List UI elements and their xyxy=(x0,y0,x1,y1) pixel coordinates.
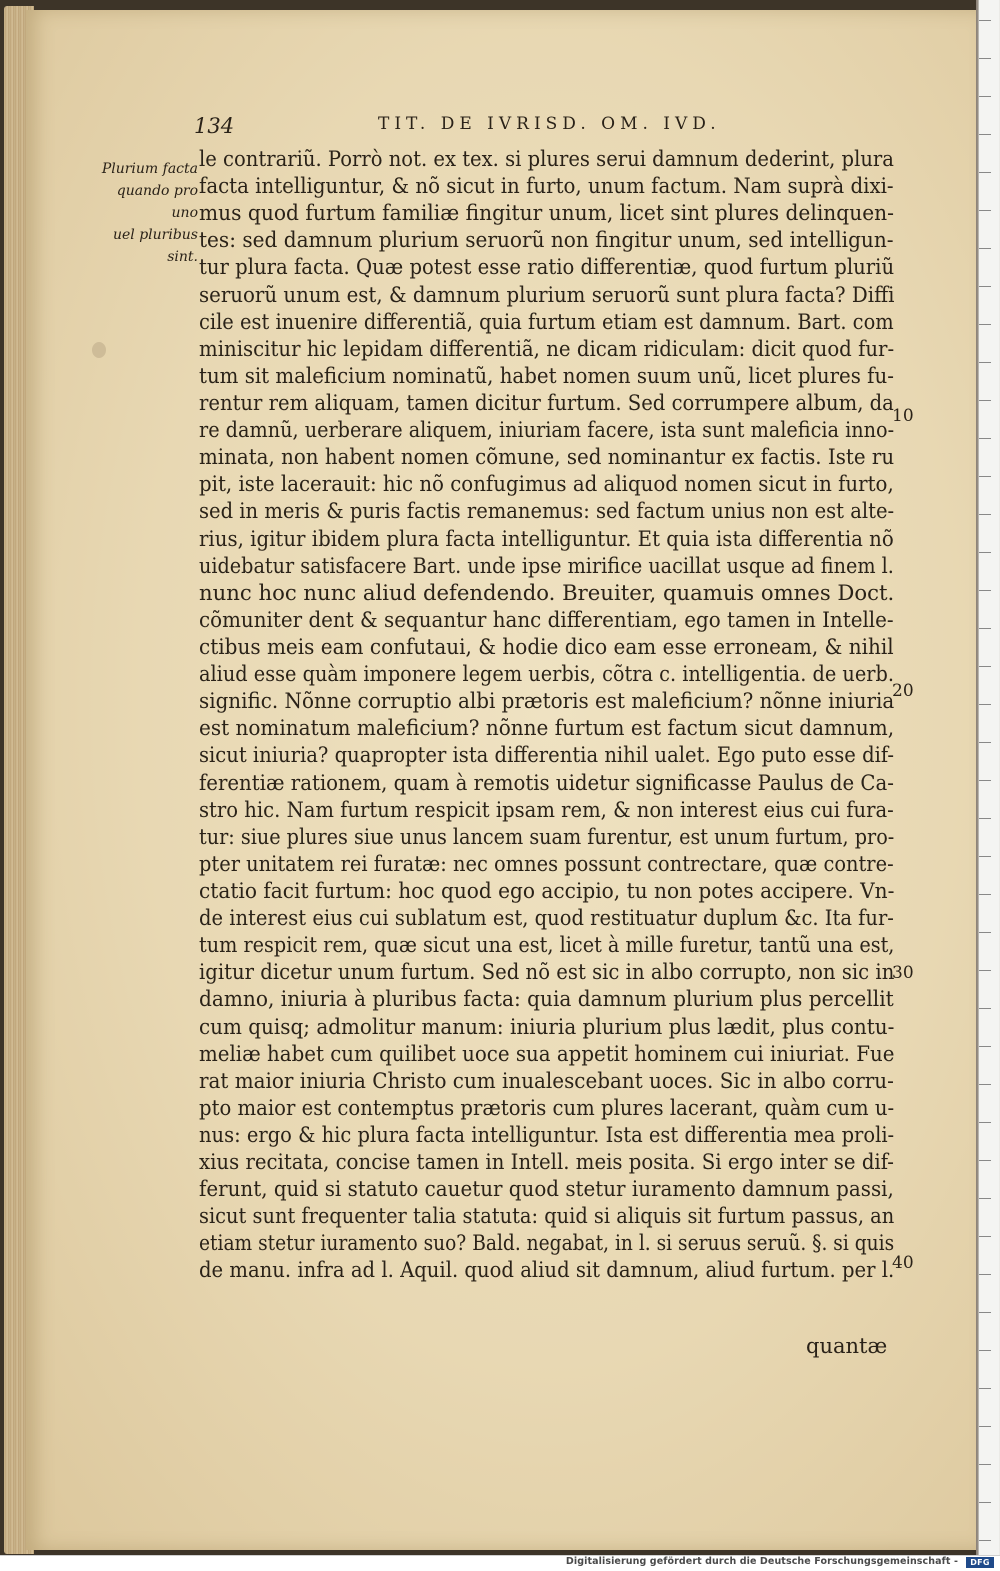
ruler-tick xyxy=(979,666,991,667)
text-line: est nominatum maleficium? nõnne furtum est factum sicut damnum, xyxy=(199,716,895,742)
ruler-tick xyxy=(979,1464,991,1465)
ruler-tick xyxy=(979,1008,991,1009)
marginal-note-line: quando pro uno xyxy=(116,183,198,221)
ruler-tick xyxy=(979,1540,991,1541)
text-line: rat maior iniuria Christo cum inualescebant uoces. Sic in albo corru- xyxy=(199,1068,894,1094)
ruler-tick xyxy=(979,780,991,781)
catchword: quantæ xyxy=(806,1334,888,1358)
text-line: pter unitatem rei furatæ: nec omnes possunt contrectare, quæ contre- xyxy=(199,851,894,877)
ruler-tick xyxy=(979,1502,991,1503)
text-line: uidebatur satisfacere Bart. unde ipse mirifice uacillat usque ad finem l. xyxy=(199,553,894,579)
ruler-tick xyxy=(979,856,991,857)
text-line: le contrariũ. Porrò not. ex tex. si plures serui damnum dederint, plura xyxy=(199,147,894,172)
line-number-10: 10 xyxy=(892,406,914,426)
ruler-tick xyxy=(979,400,991,401)
body-text xyxy=(199,146,894,1285)
text-line: mus quod furtum familiæ fingitur unum, licet sint plures delinquen- xyxy=(199,201,895,227)
text-line: tum respicit rem, quæ sicut una est, licet à mille furetur, tantũ una est, xyxy=(199,933,895,959)
text-line: tur: siue plures siue unus lancem suam furentur, est unum furtum, pro- xyxy=(199,824,895,850)
text-line: stro hic. Nam furtum respicit ipsam rem, & non interest eius cui fura- xyxy=(199,797,894,823)
ruler-tick xyxy=(979,1084,991,1085)
page-number: 134 xyxy=(194,114,235,138)
text-line: cum quisq; admolitur manum: iniuria plurium plus lædit, plus contu- xyxy=(199,1014,895,1040)
ruler-tick xyxy=(979,248,991,249)
ruler-tick xyxy=(979,1122,991,1123)
ruler-tick xyxy=(979,286,991,287)
ruler-tick xyxy=(979,362,991,363)
text-line: igitur dicetur unum furtum. Sed nõ est sic in albo corrupto, non sic in xyxy=(199,960,895,986)
line-number-20: 20 xyxy=(892,681,914,701)
ruler-tick xyxy=(979,20,991,21)
ruler-tick xyxy=(979,210,991,211)
ruler-tick xyxy=(979,590,991,591)
marginal-note xyxy=(86,158,198,268)
text-line: rius, igitur ibidem plura facta intelliguntur. Et quia ista differentia nõ xyxy=(199,526,894,552)
ruler-tick xyxy=(979,172,991,173)
ruler-tick xyxy=(979,552,991,553)
text-line: de manu. infra ad l. Aquil. quod aliud sit damnum, aliud furtum. per l. xyxy=(199,1258,895,1284)
line-number-40: 40 xyxy=(892,1253,914,1273)
text-line: ctatio facit furtum: hoc quod ego accipio, tu non potes accipere. Vn- xyxy=(199,878,895,904)
ruler-tick xyxy=(979,476,991,477)
ruler-tick xyxy=(979,1350,991,1351)
ruler-tick xyxy=(979,96,991,97)
ruler-tick xyxy=(979,1312,991,1313)
ruler-tick xyxy=(979,1046,991,1047)
line-number-30: 30 xyxy=(892,963,914,983)
ruler-tick xyxy=(979,932,991,933)
ruler-tick xyxy=(979,704,991,705)
text-line: meliæ habet cum quilibet uoce sua appetit hominem cui iniuriat. Fue xyxy=(199,1041,895,1067)
ruler-tick xyxy=(979,438,991,439)
text-line: nus: ergo & hic plura facta intelliguntur. Ista est differentia mea proli- xyxy=(199,1122,895,1148)
marginal-note-line: uel pluribus sint. xyxy=(112,227,198,265)
text-line: tum sit maleficium nominatũ, habet nomen suum unũ, licet plures fu- xyxy=(199,363,894,389)
text-line: ferunt, quid si statuto cauetur quod stetur iuramento damnum passi, xyxy=(199,1177,894,1203)
ruler-tick xyxy=(979,1388,991,1389)
running-head: TIT. DE IVRISD. OM. IVD. xyxy=(378,114,721,134)
ruler-tick xyxy=(979,1160,991,1161)
page-header xyxy=(0,114,1000,144)
text-line: seruorũ unum est, & damnum plurium seruorũ sunt plura facta? Diffi xyxy=(199,282,895,308)
ruler-tick xyxy=(979,742,991,743)
ruler-tick xyxy=(979,1236,991,1237)
text-line: aliud esse quàm imponere legem uerbis, cõtra c. intelligentia. de uerb. xyxy=(199,662,894,688)
footer-credit: Digitalisierung gefördert durch die Deutsche Forschungsgemeinschaft - xyxy=(565,1556,958,1567)
paper-stain xyxy=(92,342,106,358)
ruler-tick xyxy=(979,818,991,819)
text-line: de interest eius cui sublatum est, quod restituatur duplum &c. Ita fur- xyxy=(199,906,894,932)
text-line: facta intelliguntur, & nõ sicut in furto, unum factum. Nam suprà dixi- xyxy=(199,174,894,200)
text-line: sicut sunt frequenter talia statuta: quid si aliquis sit furtum passus, an xyxy=(199,1204,895,1230)
ruler-tick xyxy=(979,628,991,629)
text-line: tur plura facta. Quæ potest esse ratio differentiæ, quod furtum pluriũ xyxy=(199,255,895,281)
ruler-tick xyxy=(979,58,991,59)
scan-ruler xyxy=(978,0,999,1555)
text-line: minata, non habent nomen cõmune, sed nominantur ex factis. Iste ru xyxy=(199,445,895,471)
ruler-tick xyxy=(979,514,991,515)
text-line: re damnũ, uerberare aliquem, iniuriam facere, ista sunt maleficia inno- xyxy=(199,418,895,444)
ruler-tick xyxy=(979,894,991,895)
text-line: rentur rem aliquam, tamen dicitur furtum. Sed corrumpere album, da xyxy=(199,390,894,416)
text-line: cõmuniter dent & sequantur hanc differentiam, ego tamen in Intelle- xyxy=(199,607,894,633)
dfg-logo: DFG xyxy=(966,1557,994,1568)
text-line: tes: sed damnum plurium seruorũ non fingitur unum, sed intelligun- xyxy=(199,228,894,254)
ruler-tick xyxy=(979,324,991,325)
text-line: sicut iniuria? quapropter ista differentia nihil ualet. Ego puto esse dif- xyxy=(199,743,894,769)
text-line: xius recitata, concise tamen in Intell. meis posita. Si ergo inter se dif- xyxy=(199,1150,894,1176)
text-line: cile est inuenire differentiã, quia furtum etiam est damnum. Bart. com xyxy=(199,309,894,335)
text-line: ctibus meis eam confutaui, & hodie dico eam esse erroneam, & nihil xyxy=(199,634,894,660)
text-line: ferentiæ rationem, quam à remotis uidetur significasse Paulus de Ca- xyxy=(199,770,894,796)
text-line: sed in meris & puris factis remanemus: sed factum unius non est alte- xyxy=(199,499,895,525)
text-line: damno, iniuria à pluribus facta: quia damnum plurium plus percellit xyxy=(199,987,894,1013)
text-line: pit, iste lacerauit: hic nõ confugimus ad aliquod nomen sicut in furto, xyxy=(199,472,894,498)
text-line: pto maior est contemptus prætoris cum plures lacerant, quàm cum u- xyxy=(199,1095,895,1121)
text-line: nunc hoc nunc aliud defendendo. Breuiter, quamuis omnes Doct. xyxy=(199,580,895,606)
ruler-tick xyxy=(979,970,991,971)
text-line: signific. Nõnne corruptio albi prætoris est maleficium? nõnne iniuria xyxy=(199,689,895,715)
text-line: etiam stetur iuramento suo? Bald. negabat, in l. si seruus seruũ. §. si quis xyxy=(199,1231,895,1257)
ruler-tick xyxy=(979,1426,991,1427)
text-line: miniscitur hic lepidam differentiã, ne dicam ridiculam: dicit quod fur- xyxy=(199,336,895,362)
ruler-tick xyxy=(979,1274,991,1275)
ruler-tick xyxy=(979,1198,991,1199)
marginal-note-line: Plurium facta xyxy=(101,161,198,177)
